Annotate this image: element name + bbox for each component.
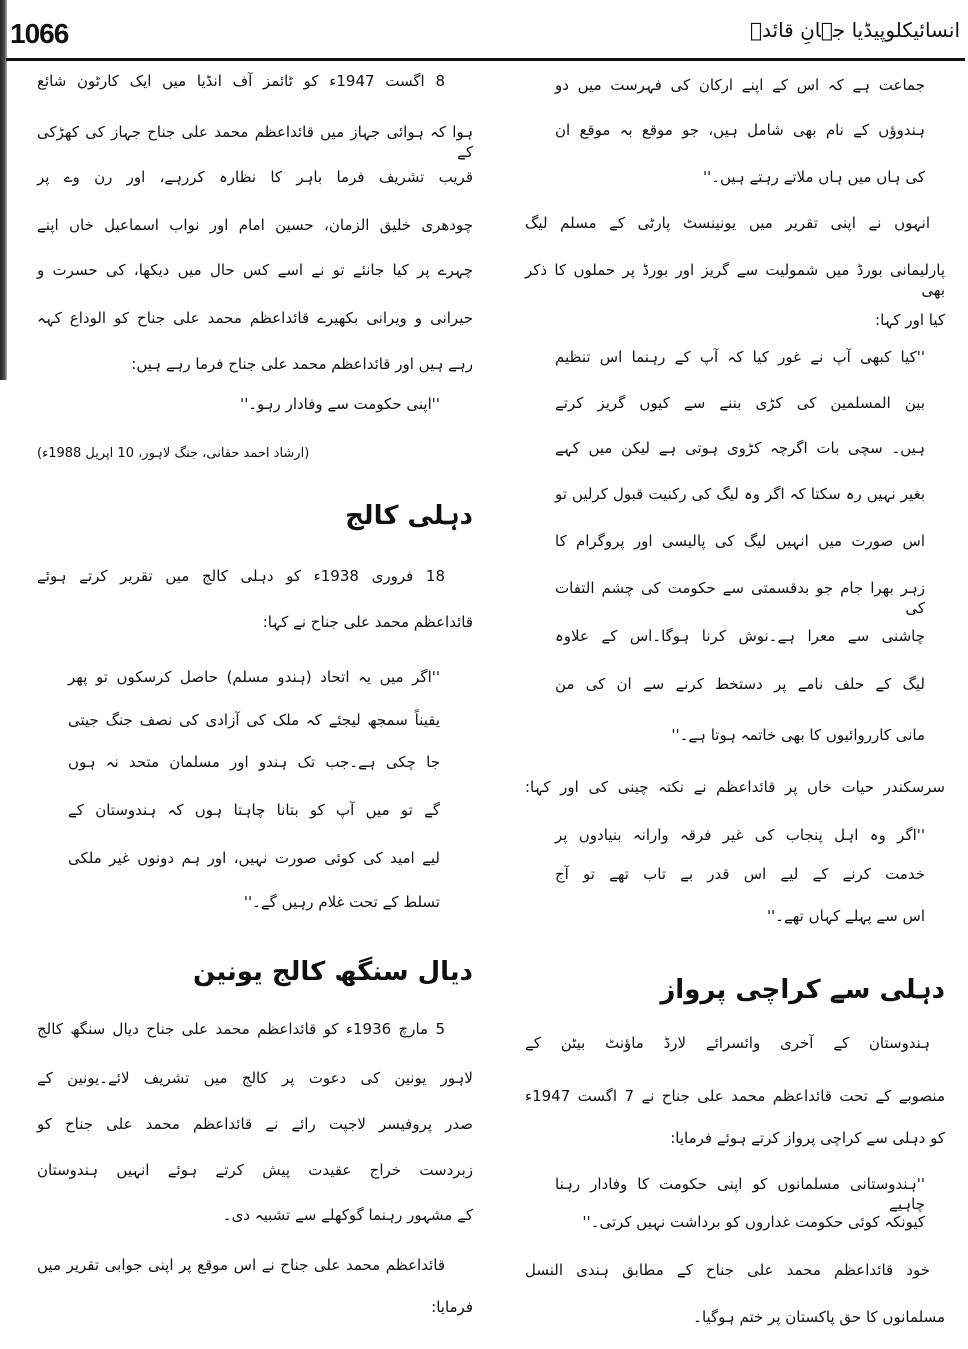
- quote-line: جماعت ہے کہ اس کے اپنے ارکان کی فہرست میں دو: [555, 76, 925, 94]
- quote-line: ''ہندوستانی مسلمانوں کو اپنی حکومت کا وفادار رہنا چاہیے: [555, 1175, 925, 1213]
- page-number: 1066: [10, 18, 69, 49]
- quote-line: یقیناً سمجھ لیجئے کہ ملک کی آزادی کی نصف جنگ جیتی: [68, 711, 440, 729]
- section-heading: دہلی کالج: [345, 501, 473, 531]
- quote-line: اس سے پہلے کہاں تھے۔'': [766, 907, 925, 925]
- paragraph-line: صدر پروفیسر لاجپت رائے نے قائداعظم محمد علی جناح کو: [37, 1115, 473, 1133]
- paragraph-line: چہرے پر کیا جانئے تو نے اسے کس حال میں دیکھا، کی حسرت و: [37, 261, 473, 279]
- quote-line: لیگ کے حلف نامے پر دستخط کرنے سے ان کی من: [555, 675, 925, 693]
- quote-line: ہندوؤں کے نام بھی شامل ہیں، جو موقع بہ موقع ان: [555, 121, 925, 139]
- paragraph-line: 5 مارچ 1936ء کو قائداعظم محمد علی جناح دیال سنگھ کالج: [37, 1020, 445, 1038]
- quote-line: مانی کارروائیوں کا بھی خاتمہ ہوتا ہے۔'': [671, 726, 925, 744]
- paragraph-line: کے مشہور رہنما گوکھلے سے تشبیہ دی۔: [222, 1206, 473, 1224]
- quote-line: زہر بھرا جام جو بدقسمتی سے حکومت کی چشم التفات کی: [555, 579, 925, 617]
- paragraph-line: لاہور یونین کی دعوت پر کالج میں تشریف لائے۔یونین کے: [37, 1069, 473, 1087]
- quote-line: جا چکی ہے۔جب تک ہندو اور مسلمان متحد نہ ہوں: [68, 753, 440, 771]
- quote-line: کیونکہ کوئی حکومت غداروں کو برداشت نہیں کرتی۔'': [582, 1213, 925, 1231]
- quote-line: اس صورت میں انہیں لیگ کی پالیسی اور پروگرام کا: [555, 532, 925, 550]
- paragraph-line: منصوبے کے تحت قائداعظم محمد علی جناح نے 7 اگست 1947ء: [525, 1087, 945, 1105]
- quote-line: بغیر نہیں رہ سکتا کہ اگر وہ لیگ کی رکنیت قبول کرلیں تو: [555, 485, 925, 503]
- quote-line: ''اگر میں یہ اتحاد (ہندو مسلم) حاصل کرسکوں تو پھر: [68, 668, 440, 686]
- paragraph-line: قائداعظم محمد علی جناح نے اس موقع پر اپنی جوابی تقریر میں: [37, 1256, 445, 1274]
- quote-line: بین المسلمین کی کڑی بننے سے کیوں گریز کرتے: [555, 394, 925, 412]
- paragraph-line: قریب تشریف فرما باہر کا نظارہ کررہے، اور رن وے پر: [37, 168, 473, 186]
- paragraph-line: رہے ہیں اور قائداعظم محمد علی جناح فرما رہے ہیں:: [131, 355, 473, 373]
- quote-line: کی ہاں میں ہاں ملاتے رہتے ہیں۔'': [702, 168, 925, 186]
- section-heading: دہلی سے کراچی پرواز: [660, 975, 945, 1005]
- paragraph-line: سرسکندر حیات خاں پر قائداعظم نے نکتہ چینی کی اور کہا:: [525, 778, 945, 796]
- paragraph-line: انہوں نے اپنی تقریر میں یونینسٹ پارٹی کے مسلم لیگ: [525, 214, 930, 232]
- paragraph-line: مسلمانوں کا حق پاکستان پر ختم ہوگیا۔: [693, 1308, 945, 1326]
- quote-line: لیے امید کی کوئی صورت نہیں، اور ہم دونوں غیر ملکی: [68, 849, 440, 867]
- paragraph-line: کیا اور کہا:: [875, 311, 945, 329]
- paragraph-line: ہوا کہ ہوائی جہاز میں قائداعظم محمد علی جناح جہاز کی کھڑکی کے: [37, 123, 473, 161]
- quote-line: ''اپنی حکومت سے وفادار رہو۔'': [239, 395, 440, 413]
- paragraph-line: کو دہلی سے کراچی پرواز کرتے ہوئے فرمایا:: [670, 1129, 945, 1147]
- quote-line: ہیں۔ سچی بات اگرچہ کڑوی ہوتی ہے لیکن میں کہے: [555, 439, 925, 457]
- paragraph-line: ہندوستان کے آخری وائسرائے لارڈ ماؤنٹ بیٹن کے: [525, 1034, 930, 1052]
- quote-line: ''اگر وہ اہل پنجاب کی غیر فرقہ وارانہ بنیادوں پر: [555, 826, 925, 844]
- paragraph-line: پارلیمانی بورڈ میں شمولیت سے گریز اور بورڈ پر حملوں کا ذکر بھی: [525, 261, 945, 299]
- paragraph-line: حیرانی و ویرانی بکھیرے قائداعظم محمد علی جناح کو الوداع کہہ: [37, 309, 473, 327]
- quote-line: خدمت کرنے کے لیے اس قدر بے تاب تھے تو آج: [555, 865, 925, 883]
- paragraph-line: قائداعظم محمد علی جناح نے کہا:: [262, 613, 473, 631]
- quote-line: چاشنی سے معرا ہے۔نوش کرنا ہوگا۔اس کے علاوہ: [555, 627, 925, 645]
- paragraph-line: خود قائداعظم محمد علی جناح کے مطابق ہندی النسل: [525, 1261, 930, 1279]
- paragraph-line: فرمایا:: [431, 1298, 473, 1316]
- section-heading: دیال سنگھ کالج یونین: [193, 957, 473, 987]
- scan-edge-shadow: [0, 0, 7, 380]
- book-title: انسائیکلوپیڈیا جہانِ قائدؒ: [750, 18, 960, 42]
- quote-line: گے تو میں آپ کو بتانا چاہتا ہوں کہ ہندوستان کے: [68, 801, 440, 819]
- quote-line: تسلط کے تحت غلام رہیں گے۔'': [243, 893, 440, 911]
- paragraph-line: چودھری خلیق الزمان، حسین امام اور نواب اسماعیل خاں اپنے: [37, 216, 473, 234]
- quote-line: ''کیا کبھی آپ نے غور کیا کہ آپ کے رہنما اس تنظیم: [555, 348, 925, 366]
- paragraph-line: زبردست خراج عقیدت پیش کرتے ہوئے انہیں ہندوستان: [37, 1161, 473, 1179]
- paragraph-line: 18 فروری 1938ء کو دہلی کالج میں تقریر کرتے ہوئے: [37, 567, 446, 585]
- paragraph-line: 8 اگست 1947ء کو ٹائمز آف انڈیا میں ایک کارٹون شائع: [37, 72, 445, 90]
- citation-text: (ارشاد احمد حقانی، جنگ لاہور، 10 اپریل 1988ء): [37, 446, 310, 461]
